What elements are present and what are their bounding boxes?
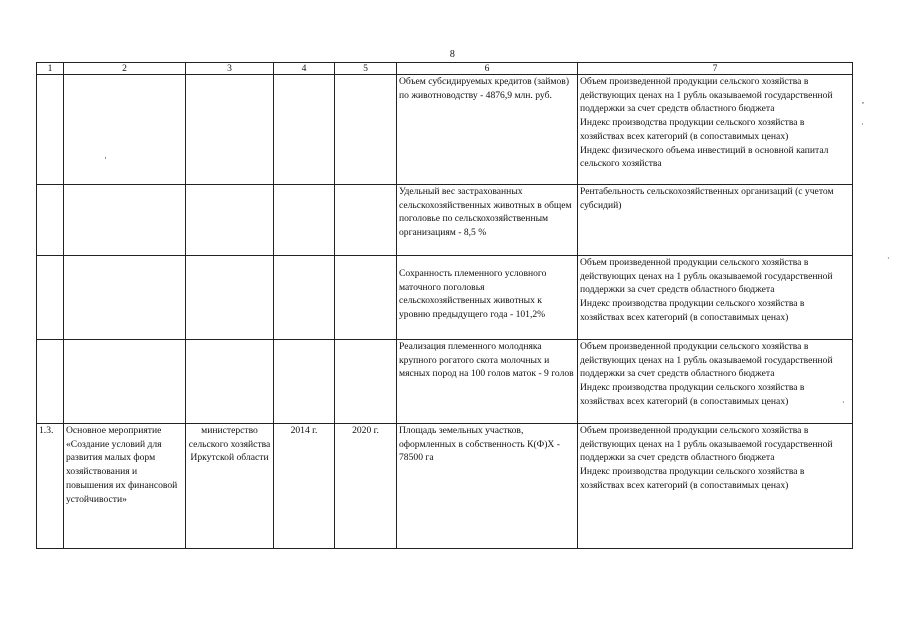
result-indicator-cell: Площадь земельных участков, оформленных в собственность К(Ф)Х - 78500 га <box>397 424 578 549</box>
target-indicators-cell <box>578 256 853 340</box>
result-indicator-cell: Реализация племенного молодняка крупного рогатого скота молочных и мясных пород на 100 голов маток - 9 голов <box>397 340 578 424</box>
target-indicator: Индекс производства продукции сельского хозяйства в хозяйствах всех категорий (в сопоставимых ценах) <box>580 466 805 491</box>
start-year-cell: 2014 г. <box>274 424 335 549</box>
table-row <box>37 256 853 340</box>
result-indicator-cell: Удельный вес застрахованных сельскохозяйственных животных в общем поголовье по сельскохозяйственным организациям - 8,5 % <box>397 185 578 256</box>
table-row <box>37 340 853 424</box>
activity-cell <box>64 185 186 256</box>
scan-speck: · <box>861 120 864 129</box>
executor-cell <box>186 75 274 185</box>
start-year-cell <box>274 75 335 185</box>
table-row <box>37 75 853 185</box>
end-year-cell <box>335 185 397 256</box>
activity-cell <box>64 256 186 340</box>
executor-cell <box>186 185 274 256</box>
scan-speck: · <box>104 153 107 163</box>
row-number-cell <box>37 340 64 424</box>
end-year-cell: 2020 г. <box>335 424 397 549</box>
target-indicator: Индекс производства продукции сельского хозяйства в хозяйствах всех категорий (в сопоставимых ценах) <box>580 298 805 323</box>
target-indicator: Индекс производства продукции сельского хозяйства в хозяйствах всех категорий (в сопоставимых ценах) <box>580 117 805 142</box>
row-number-cell: 1.3. <box>37 424 64 549</box>
column-number-row <box>37 63 853 75</box>
end-year-cell <box>335 340 397 424</box>
column-header: 1 <box>37 63 64 75</box>
executor-cell <box>186 256 274 340</box>
scan-speck: , <box>862 96 864 105</box>
activity-cell <box>64 75 186 185</box>
target-indicator: Индекс физического объема инвестиций в основной капитал сельского хозяйства <box>580 144 829 170</box>
column-header: 2 <box>64 63 186 75</box>
target-indicator: Индекс производства продукции сельского хозяйства в хозяйствах всех категорий (в сопоставимых ценах) <box>580 382 805 407</box>
column-header: 5 <box>335 63 397 75</box>
target-indicators-cell <box>578 75 853 185</box>
start-year-cell <box>274 256 335 340</box>
end-year-cell <box>335 75 397 185</box>
start-year-cell <box>274 340 335 424</box>
executor-cell <box>186 340 274 424</box>
start-year-cell <box>274 185 335 256</box>
target-indicators-cell <box>578 340 853 424</box>
column-header: 3 <box>186 63 274 75</box>
row-number-cell <box>37 256 64 340</box>
result-indicator-cell: Сохранность племенного условного маточного поголовья сельскохозяйственных животных к уровню предыдущего года - 101,2% <box>397 256 578 340</box>
row-number-cell <box>37 75 64 185</box>
target-indicator: Объем произведенной продукции сельского хозяйства в действующих ценах на 1 рубль оказываемой государственной поддержки за счет средств областного бюджета <box>580 257 833 296</box>
page-number: 8 <box>449 49 456 60</box>
table-row <box>37 185 853 256</box>
target-indicator: Объем произведенной продукции сельского хозяйства в действующих ценах на 1 рубль оказываемой государственной поддержки за счет средств областного бюджета <box>580 76 833 115</box>
column-header: 6 <box>397 63 578 75</box>
row-number-cell <box>37 185 64 256</box>
executor-cell: министерство сельского хозяйства Иркутской области <box>186 424 274 549</box>
target-indicators-cell <box>578 424 853 549</box>
result-indicator-cell: Объем субсидируемых кредитов (займов) по животноводству - 4876,9 млн. руб. <box>397 75 578 185</box>
scan-speck: · <box>887 254 890 263</box>
column-header: 4 <box>274 63 335 75</box>
table-row <box>37 424 853 549</box>
column-header: 7 <box>578 63 853 75</box>
target-indicator: Рентабельность сельскохозяйственных организаций (с учетом субсидий) <box>580 186 834 211</box>
target-indicator: Объем произведенной продукции сельского хозяйства в действующих ценах на 1 рубль оказываемой государственной поддержки за счет средств областного бюджета <box>580 341 833 380</box>
end-year-cell <box>335 256 397 340</box>
activity-cell <box>64 340 186 424</box>
target-indicator: Объем произведенной продукции сельского хозяйства в действующих ценах на 1 рубль оказываемой государственной поддержки за счет средств областного бюджета <box>580 425 833 464</box>
activity-cell: Основное мероприятие «Создание условий для развития малых форм хозяйствования и повышения их финансовой устойчивости» <box>64 424 186 549</box>
target-indicators-cell <box>578 185 853 256</box>
scan-speck: · <box>842 398 845 407</box>
indicators-table <box>36 62 853 549</box>
